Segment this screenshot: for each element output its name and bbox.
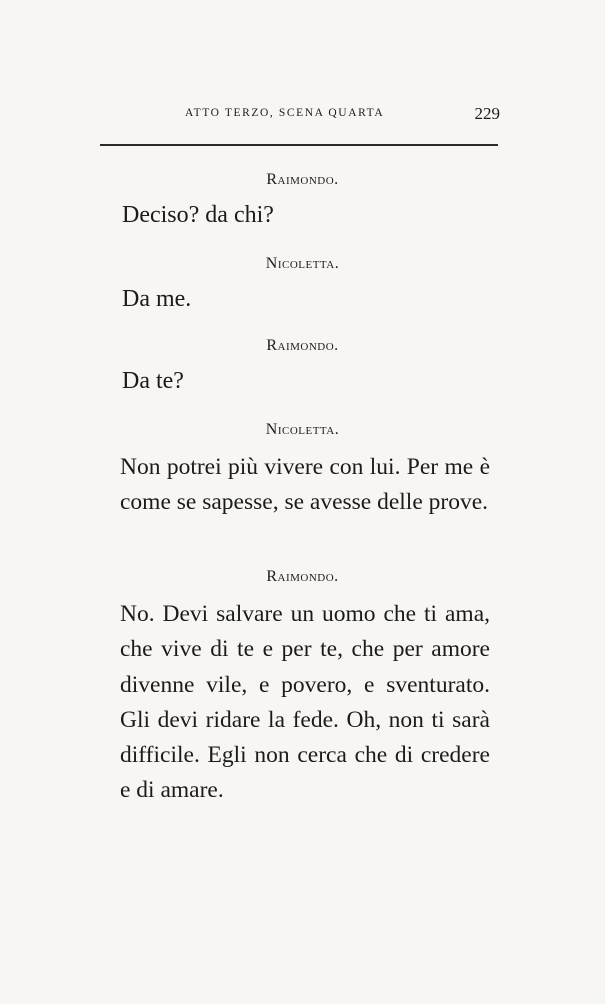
speaker-name: Raimondo. — [266, 171, 339, 188]
header-rule — [100, 144, 498, 146]
speech-line: Da me. — [122, 286, 192, 312]
speech-line: Da te? — [122, 368, 184, 394]
speaker-name: Raimondo. — [266, 568, 339, 585]
page-number: 229 — [474, 104, 500, 123]
running-title: ATTO TERZO, SCENA QUARTA — [185, 107, 385, 119]
speaker-name: Nicoletta. — [265, 255, 340, 272]
running-head — [120, 104, 500, 128]
speech-paragraph: No. Devi salvare un uomo che ti ama, che vive di te e per te, che per amore divenne vile, e povero, e sventurato. Gli devi ridare la fede. Oh, non ti sarà difficile. Egli non cerca che di credere e di amare. — [120, 601, 490, 804]
speech-paragraph: Non potrei più vivere con lui. Per me è come se sapesse, se avesse delle prove. — [120, 454, 490, 516]
speech-line: Deciso? da chi? — [122, 202, 274, 228]
speaker-name: Raimondo. — [266, 337, 339, 354]
speaker-name: Nicoletta. — [265, 421, 340, 438]
